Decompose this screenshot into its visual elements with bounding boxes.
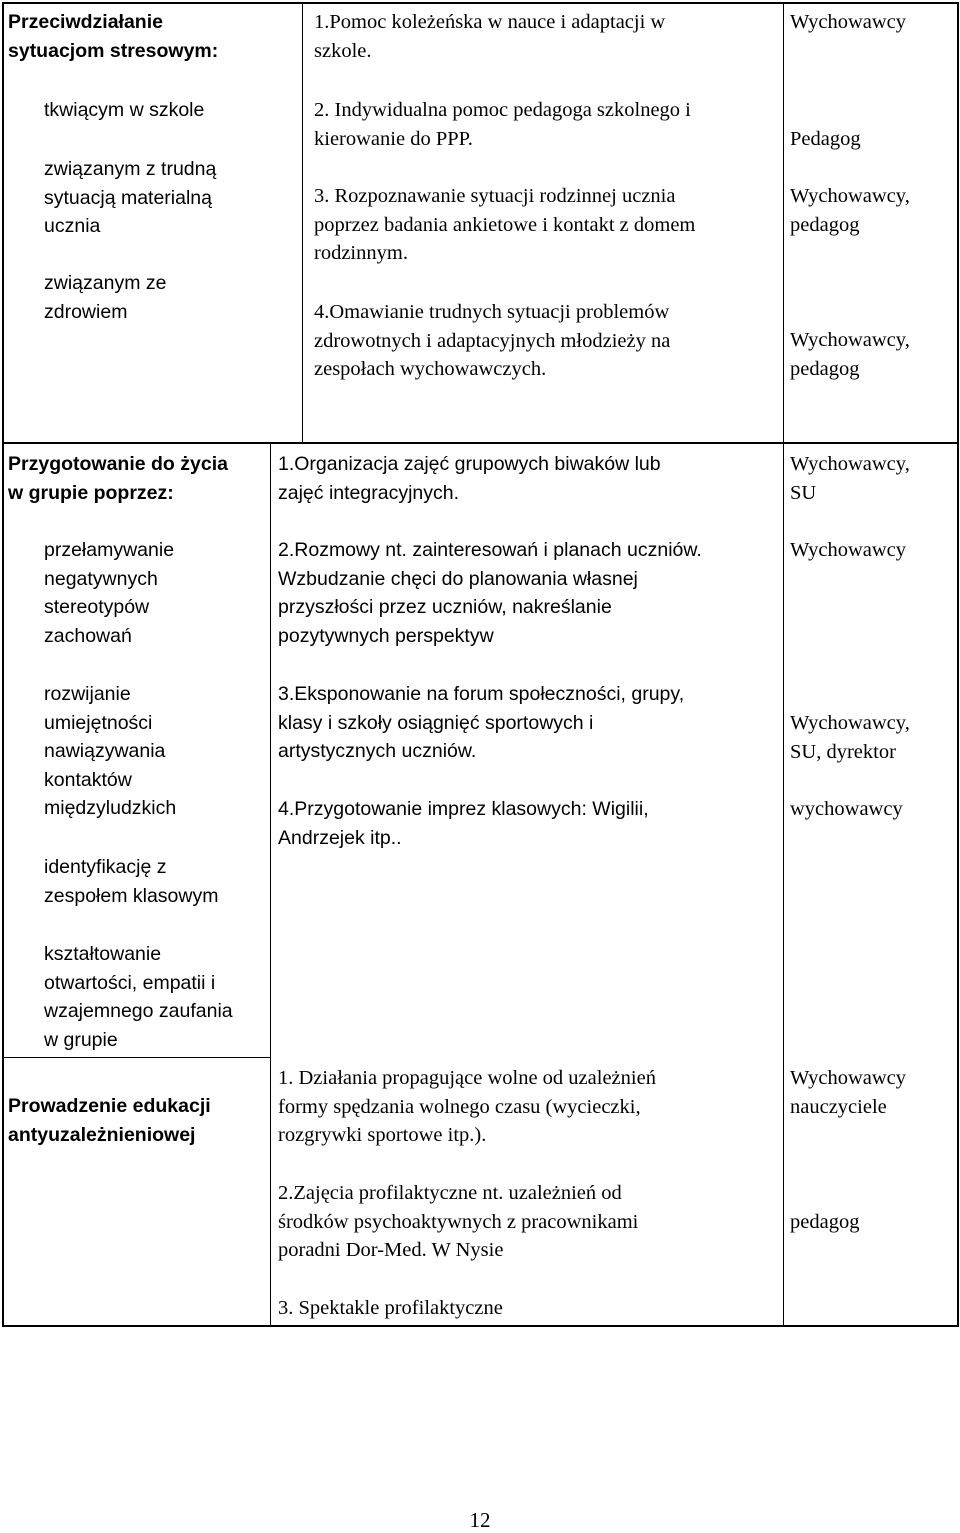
category-item: identyfikację z zespołem klasowym <box>44 856 219 907</box>
action-item: 1.Pomoc koleżeńska w nauce i adaptacji w szkole. <box>314 11 666 62</box>
responsible-person: Wychowawcy, pedagog <box>790 329 910 380</box>
table-border-left <box>2 2 4 1327</box>
responsible-person: Wychowawcy <box>790 11 907 33</box>
category-item: tkwiącym w szkole <box>44 99 205 121</box>
table-border-top <box>2 2 959 4</box>
section-heading: Przeciwdziałanie sytuacjom stresowym: <box>8 11 219 62</box>
category-item: rozwijanie umiejętności nawiązywania kontaktów międzyludzkich <box>44 683 177 819</box>
table-border-bottom <box>2 1325 959 1327</box>
section-heading: Przygotowanie do życia w grupie poprzez: <box>8 453 228 504</box>
action-item: 3. Spektakle profilaktyczne <box>278 1297 503 1319</box>
category-item: kształtowanie otwartości, empatii i wzajemnego zaufania w grupie <box>44 943 233 1051</box>
action-item: 2.Rozmowy nt. zainteresowań i planach uczniów. Wzbudzanie chęci do planowania własnej przyszłości przez uczniów, nakreślanie pozytywnych perspektyw <box>278 539 702 647</box>
responsible-person: Wychowawcy, SU <box>790 453 910 504</box>
responsible-person: wychowawcy <box>790 798 903 820</box>
page-number: 12 <box>469 1508 491 1532</box>
responsible-person: Wychowawcy, SU, dyrektor <box>790 712 910 763</box>
table-border-right <box>957 2 959 1327</box>
row-divider-2 <box>2 1057 271 1058</box>
responsible-person: Wychowawcy nauczyciele <box>790 1067 907 1118</box>
column-divider-1b <box>270 442 271 1327</box>
action-item: 1.Organizacja zajęć grupowych biwaków lub zajęć integracyjnych. <box>278 453 661 504</box>
column-divider-1a <box>302 2 303 444</box>
action-item: 3. Rozpoznawanie sytuacji rodzinnej ucznia poprzez badania ankietowe i kontakt z domem rodzinnym. <box>314 185 696 264</box>
responsible-person: Pedagog <box>790 128 861 150</box>
action-item: 3.Eksponowanie na forum społeczności, grupy, klasy i szkoły osiągnięć sportowych i artystycznych uczniów. <box>278 683 685 762</box>
action-item: 2.Zajęcia profilaktyczne nt. uzależnień od środków psychoaktywnych z pracownikami poradni Dor-Med. W Nysie <box>278 1182 639 1261</box>
category-item: związanym ze zdrowiem <box>44 272 167 323</box>
action-item: 1. Działania propagujące wolne od uzależnień formy spędzania wolnego czasu (wycieczki, rozgrywki sportowe itp.). <box>278 1067 656 1146</box>
category-item: przełamywanie negatywnych stereotypów zachowań <box>44 539 175 647</box>
action-item: 2. Indywidualna pomoc pedagoga szkolnego i kierowanie do PPP. <box>314 99 691 150</box>
column-divider-2a <box>783 2 784 444</box>
section-heading: Prowadzenie edukacji antyuzależnieniowej <box>8 1095 211 1146</box>
category-item: związanym z trudną sytuacją materialną ucznia <box>44 158 217 237</box>
row-divider-1 <box>2 442 959 444</box>
column-divider-2b <box>783 442 784 1327</box>
responsible-person: Wychowawcy, pedagog <box>790 185 910 236</box>
responsible-person: pedagog <box>790 1211 860 1233</box>
action-item: 4.Przygotowanie imprez klasowych: Wigilii, Andrzejek itp.. <box>278 798 649 849</box>
responsible-person: Wychowawcy <box>790 539 907 561</box>
action-item: 4.Omawianie trudnych sytuacji problemów zdrowotnych i adaptacyjnych młodzieży na zespołach wychowawczych. <box>314 301 671 380</box>
